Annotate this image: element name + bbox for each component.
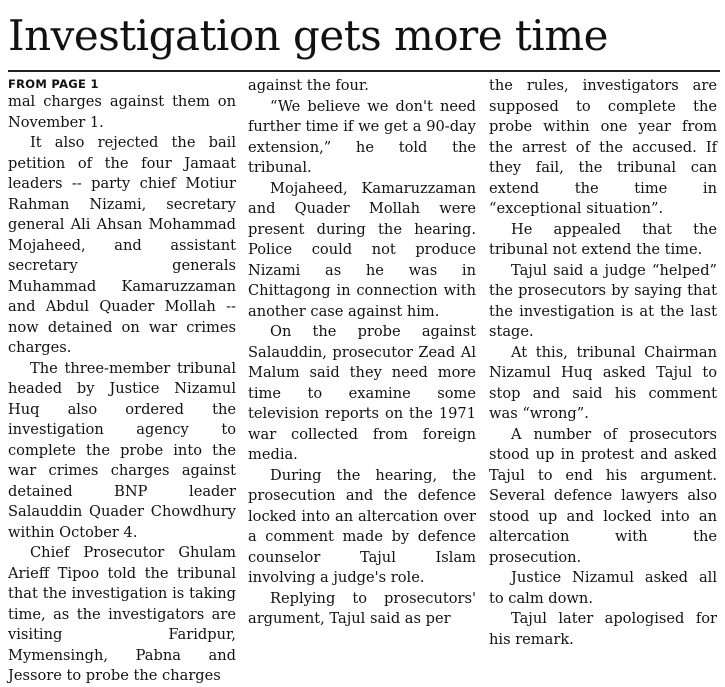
paragraph: On the probe against Salauddin, prosecutor Zead Al Malum said they need more time to examine some television reports on the 1971 war collected from foreign media. [248, 323, 476, 463]
paragraph: mal charges against them on November 1. [8, 93, 236, 131]
paragraph: A number of prosecutors stood up in protest and asked Tajul to end his argument. Several defence lawyers also stood up and locked into an altercation with the prosecution. [489, 425, 717, 566]
paragraph: The three-member tribunal headed by Justice Nizamul Huq also ordered the investigation agency to complete the probe into the war crimes charges against detained BNP leader Salauddin Quader Chowdhury within October 4. [8, 359, 236, 541]
paragraph: Chief Prosecutor Ghulam Arieff Tipoo told the tribunal that the investigation is taking time, as the investigators are visiting Faridpur, Mymensingh, Pabna and Jessore to probe the charges [8, 544, 236, 684]
paragraph: the rules, investigators are supposed to complete the probe within one year from the arrest of the accused. If they fail, the tribunal can extend the time in “exceptional situation”. [489, 77, 717, 217]
article-column-3 [489, 76, 717, 650]
paragraph: “We believe we don't need further time if we get a 90-day extension,” he told the tribunal. [248, 97, 476, 176]
paragraph: Tajul said a judge “helped” the prosecutors by saying that the investigation is at the last stage. [489, 261, 717, 340]
paragraph: Justice Nizamul asked all to calm down. [489, 569, 717, 607]
article-column-1 [8, 76, 236, 687]
paragraph: Mojaheed, Kamaruzzaman and Quader Mollah were present during the hearing. Police could not produce Nizami as he was in Chittagong in connection with another case against him. [248, 179, 476, 320]
kicker: FROM PAGE 1 [8, 77, 99, 91]
paragraph: During the hearing, the prosecution and the defence locked into an altercation over a comment made by defence counselor Tajul Islam involving a judge's role. [248, 466, 476, 586]
paragraph: He appealed that the tribunal not extend the time. [489, 220, 717, 258]
paragraph: Tajul later apologised for his remark. [489, 610, 717, 648]
paragraph: Replying to prosecutors' argument, Tajul said as per [248, 589, 476, 627]
headline: Investigation gets more time [8, 11, 608, 60]
headline-rule [8, 70, 720, 72]
paragraph: It also rejected the bail petition of the four Jamaat leaders -- party chief Motiur Rahman Nizami, secretary general Ali Ahsan Mohammad Mojaheed, and assistant secretary generals Muhammad Kamaruzzaman and Abdul Quader Mollah -- now detained on war crimes charges. [8, 134, 236, 356]
paragraph: against the four. [248, 77, 369, 94]
article-column-2 [248, 76, 476, 630]
paragraph: At this, tribunal Chairman Nizamul Huq asked Tajul to stop and said his comment was “wrong”. [489, 343, 717, 422]
